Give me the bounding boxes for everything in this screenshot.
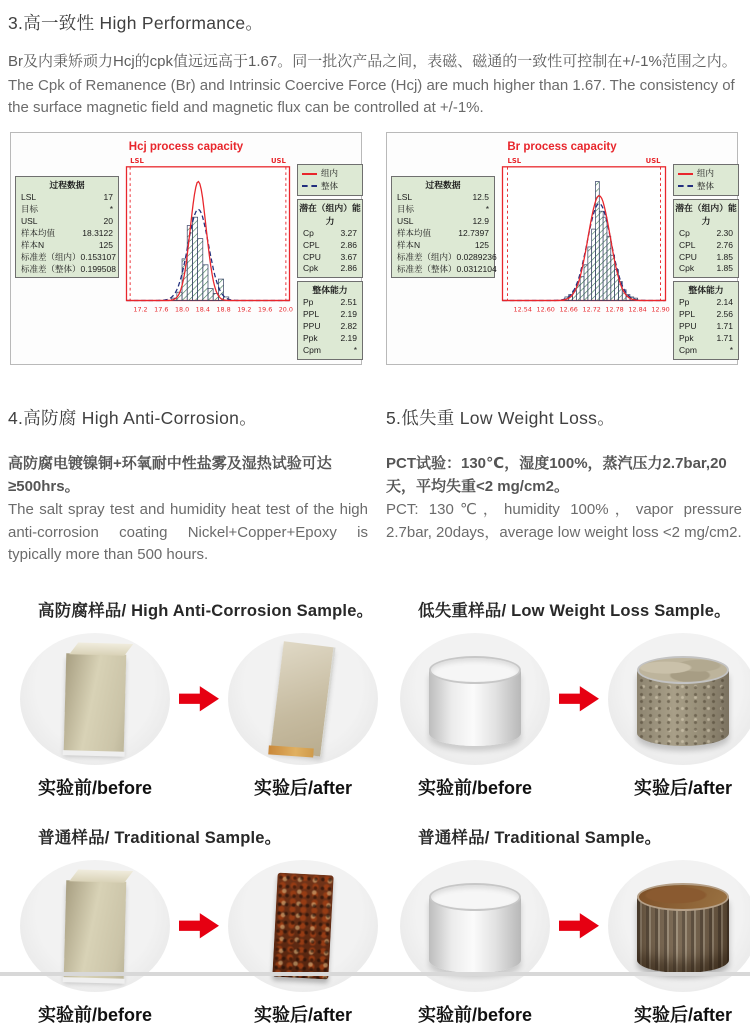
label-spacer [559,1001,599,1027]
process-data-title: 过程数据 [49,180,85,191]
hcj-capability-chart [10,132,362,365]
section3-text-en: The Cpk of Remanence (Br) and Intrinsic Coercive Force (Hcj) are much higher than 1.67. The consistency of the surface magnetic field and magnetic flux can be controlled at +/-1%. [8,76,735,116]
legend-overall-label: 整体 [321,181,339,191]
stat-row: CPL 2.76 [679,239,733,250]
process-data-rows [392,192,497,275]
sample-header: 普通样品/ Traditional Sample。 [418,828,662,847]
svg-text:12.72: 12.72 [582,305,601,314]
stat-row: Pp 2.51 [303,297,357,308]
sample-labels [12,1001,378,1027]
mottled-cylinder-photo [637,656,729,748]
stat-row: USL 12.9 [397,216,489,227]
stat-row: 样本均值 18.3122 [21,227,113,238]
stat-row: Cpk 2.86 [303,263,357,274]
within-capability-panel [297,199,363,279]
stat-row: LSL 17 [21,192,113,203]
after-label: 实验后/after [253,777,352,798]
stat-row: Ppk 2.19 [303,332,357,343]
arrow-right-icon [179,911,219,941]
stat-row: 样本N 125 [397,239,489,250]
section3-text-zh: Br及内秉矫顽力Hcj的cpk值远远高于1.67。同一批次产品之间，表磁、磁通的一致性可控制在+/-1%范围之内。 [8,53,737,70]
stat-row: CPL 2.86 [303,239,357,250]
stat-row: CPU 3.67 [303,251,357,262]
sample-traditional-cylinder [392,824,750,1027]
section5-text-en: PCT: 130℃，humidity 100%，vapor pressure 2.7bar, 20days，average low weight loss <2 mg/cm2. [386,501,742,541]
label-spacer [179,774,219,800]
section5-text-zh: PCT试验：130℃，湿度100%，蒸汽压力2.7bar,20天，平均失重<2 mg/cm2。 [386,454,727,496]
legend-within [302,167,358,180]
overall-capability-panel [673,281,739,359]
blue-dashed-swatch [678,185,693,187]
sample-header: 低失重样品/ Low Weight Loss Sample。 [418,601,731,620]
before-label: 实验前/before [417,777,532,798]
label-spacer [559,774,599,800]
block-magnet-photo [64,653,127,753]
capability-charts-row [10,132,740,365]
br-histogram-plot [497,154,671,324]
svg-text:LSL: LSL [130,157,144,166]
svg-text:18.8: 18.8 [216,305,231,314]
overall-capability-title: 整体能力 [688,285,724,296]
svg-text:20.0: 20.0 [278,305,293,314]
within-capability-rows [674,228,738,276]
after-label: 实验后/after [253,1004,352,1025]
label-spacer [179,1001,219,1027]
svg-text:19.2: 19.2 [237,305,252,314]
stat-row: Cpm * [679,344,733,355]
stat-row: PPL 2.19 [303,309,357,320]
photo-after-oval [228,633,378,765]
chart-right-column [297,164,363,360]
svg-text:12.60: 12.60 [536,305,555,314]
section3-title: 3.高一致性 High Performance。 [8,13,264,33]
chart-body [13,154,359,360]
after-label: 实验后/after [633,777,732,798]
photo-after-oval [608,633,750,765]
rusted-cylinder-photo [637,883,729,975]
silver-cylinder-photo [429,656,521,748]
svg-text:12.90: 12.90 [651,305,670,314]
within-capability-title: 潜在（组内）能力 [675,202,737,226]
rusted-block-photo [272,872,333,979]
red-line-swatch [302,173,317,175]
sample-row [392,633,750,765]
sample-header: 高防腐样品/ High Anti-Corrosion Sample。 [38,601,374,620]
stat-row: USL 20 [21,216,113,227]
stat-row: Cpk 1.85 [679,263,733,274]
arrow-right-icon [559,911,599,941]
photo-before-oval [400,633,550,765]
stat-row: 目标 * [397,204,489,215]
sample-high-anti-corrosion [12,597,378,800]
stat-row: Pp 2.14 [679,297,733,308]
section4-text-zh: 高防腐电镀镍铜+环氧耐中性盐雾及湿热试验可达≥500hrs。 [8,454,332,496]
process-data-panel [15,176,119,278]
sample-header: 普通样品/ Traditional Sample。 [38,828,282,847]
stat-row: Cp 2.30 [679,227,733,238]
chart-body [389,154,735,360]
process-data-panel [391,176,495,278]
overall-capability-rows [298,297,362,356]
stat-row: 标准差（整体） 0.199508 [21,263,116,274]
stat-row: 标准差（组内） 0.153107 [21,251,116,262]
section-high-performance [8,10,742,118]
block-magnet-photo [64,880,127,980]
within-capability-title: 潜在（组内）能力 [299,202,361,226]
stat-row: Cp 3.27 [303,227,357,238]
section-low-weight-loss [382,405,742,567]
svg-text:19.6: 19.6 [258,305,273,314]
blue-dashed-swatch [302,185,317,187]
red-line-swatch [678,173,693,175]
stat-row: 标准差（组内） 0.0289236 [397,251,497,262]
overall-capability-title: 整体能力 [312,285,348,296]
legend [673,164,739,196]
photo-before-oval [20,633,170,765]
after-label: 实验后/after [633,1004,732,1025]
stat-row: 样本N 125 [21,239,113,250]
overall-capability-panel [297,281,363,359]
stat-row: 样本均值 12.7397 [397,227,489,238]
svg-text:12.84: 12.84 [628,305,647,314]
page-bottom-divider [0,972,750,976]
svg-text:12.78: 12.78 [605,305,624,314]
cylinder-top [429,883,521,911]
process-data-rows [16,192,118,275]
legend-within-label: 组内 [321,168,339,179]
svg-text:17.2: 17.2 [133,305,148,314]
svg-text:12.54: 12.54 [513,305,532,314]
within-capability-rows [298,228,362,276]
chart-title: Hcj process capacity [128,141,244,154]
chart-right-column [673,164,739,360]
sample-labels [392,774,750,800]
before-label: 实验前/before [417,1004,532,1025]
section4-title: 4.高防腐 High Anti-Corrosion。 [8,407,257,428]
cylinder-top [637,883,729,911]
sample-labels [392,1001,750,1027]
sample-row [12,633,378,765]
legend-overall [302,180,358,193]
svg-text:17.6: 17.6 [154,305,169,314]
legend [297,164,363,196]
sections-4-5-row [8,405,742,567]
arrow-right-icon [559,684,599,714]
overall-capability-rows [674,297,738,356]
hcj-histogram-plot [121,154,295,324]
samples-grid [8,597,742,1027]
before-label: 实验前/before [37,1004,152,1025]
legend-within-label: 组内 [697,168,715,179]
sample-labels [12,774,378,800]
sample-traditional-block [12,824,378,1027]
cylinder-top [637,656,729,684]
svg-text:USL: USL [645,157,661,166]
svg-text:12.66: 12.66 [559,305,578,314]
section-anti-corrosion [8,405,382,567]
silver-cylinder-photo [429,883,521,975]
stat-row: Cpm * [303,344,357,355]
stat-row: LSL 12.5 [397,192,489,203]
tarnished-plate-photo [270,641,335,757]
svg-text:18.0: 18.0 [174,305,190,314]
stat-row: PPL 2.56 [679,309,733,320]
svg-text:LSL: LSL [507,157,522,166]
arrow-right-icon [179,684,219,714]
legend-overall [678,180,734,193]
stat-row: PPU 2.82 [303,321,357,332]
within-capability-panel [673,199,739,279]
svg-text:18.4: 18.4 [195,305,210,314]
section4-text-en: The salt spray test and humidity heat test of the high anti-corrosion coating Nickel+Copper+Epoxy is typically more than 500 hours. [8,501,368,564]
br-capability-chart [386,132,738,365]
legend-overall-label: 整体 [697,181,715,191]
stat-row: 目标 * [21,204,113,215]
cylinder-top [429,656,521,684]
legend-within [678,167,734,180]
stat-row: 标准差（整体） 0.0312104 [397,263,497,274]
stat-row: Ppk 1.71 [679,332,733,343]
section5-title: 5.低失重 Low Weight Loss。 [386,407,615,428]
before-label: 实验前/before [37,777,152,798]
sample-low-weight-loss [392,597,750,800]
chart-title: Br process capacity [507,141,617,154]
process-data-title: 过程数据 [425,180,461,191]
stat-row: CPU 1.85 [679,251,733,262]
svg-text:USL: USL [270,157,286,166]
stat-row: PPU 1.71 [679,321,733,332]
